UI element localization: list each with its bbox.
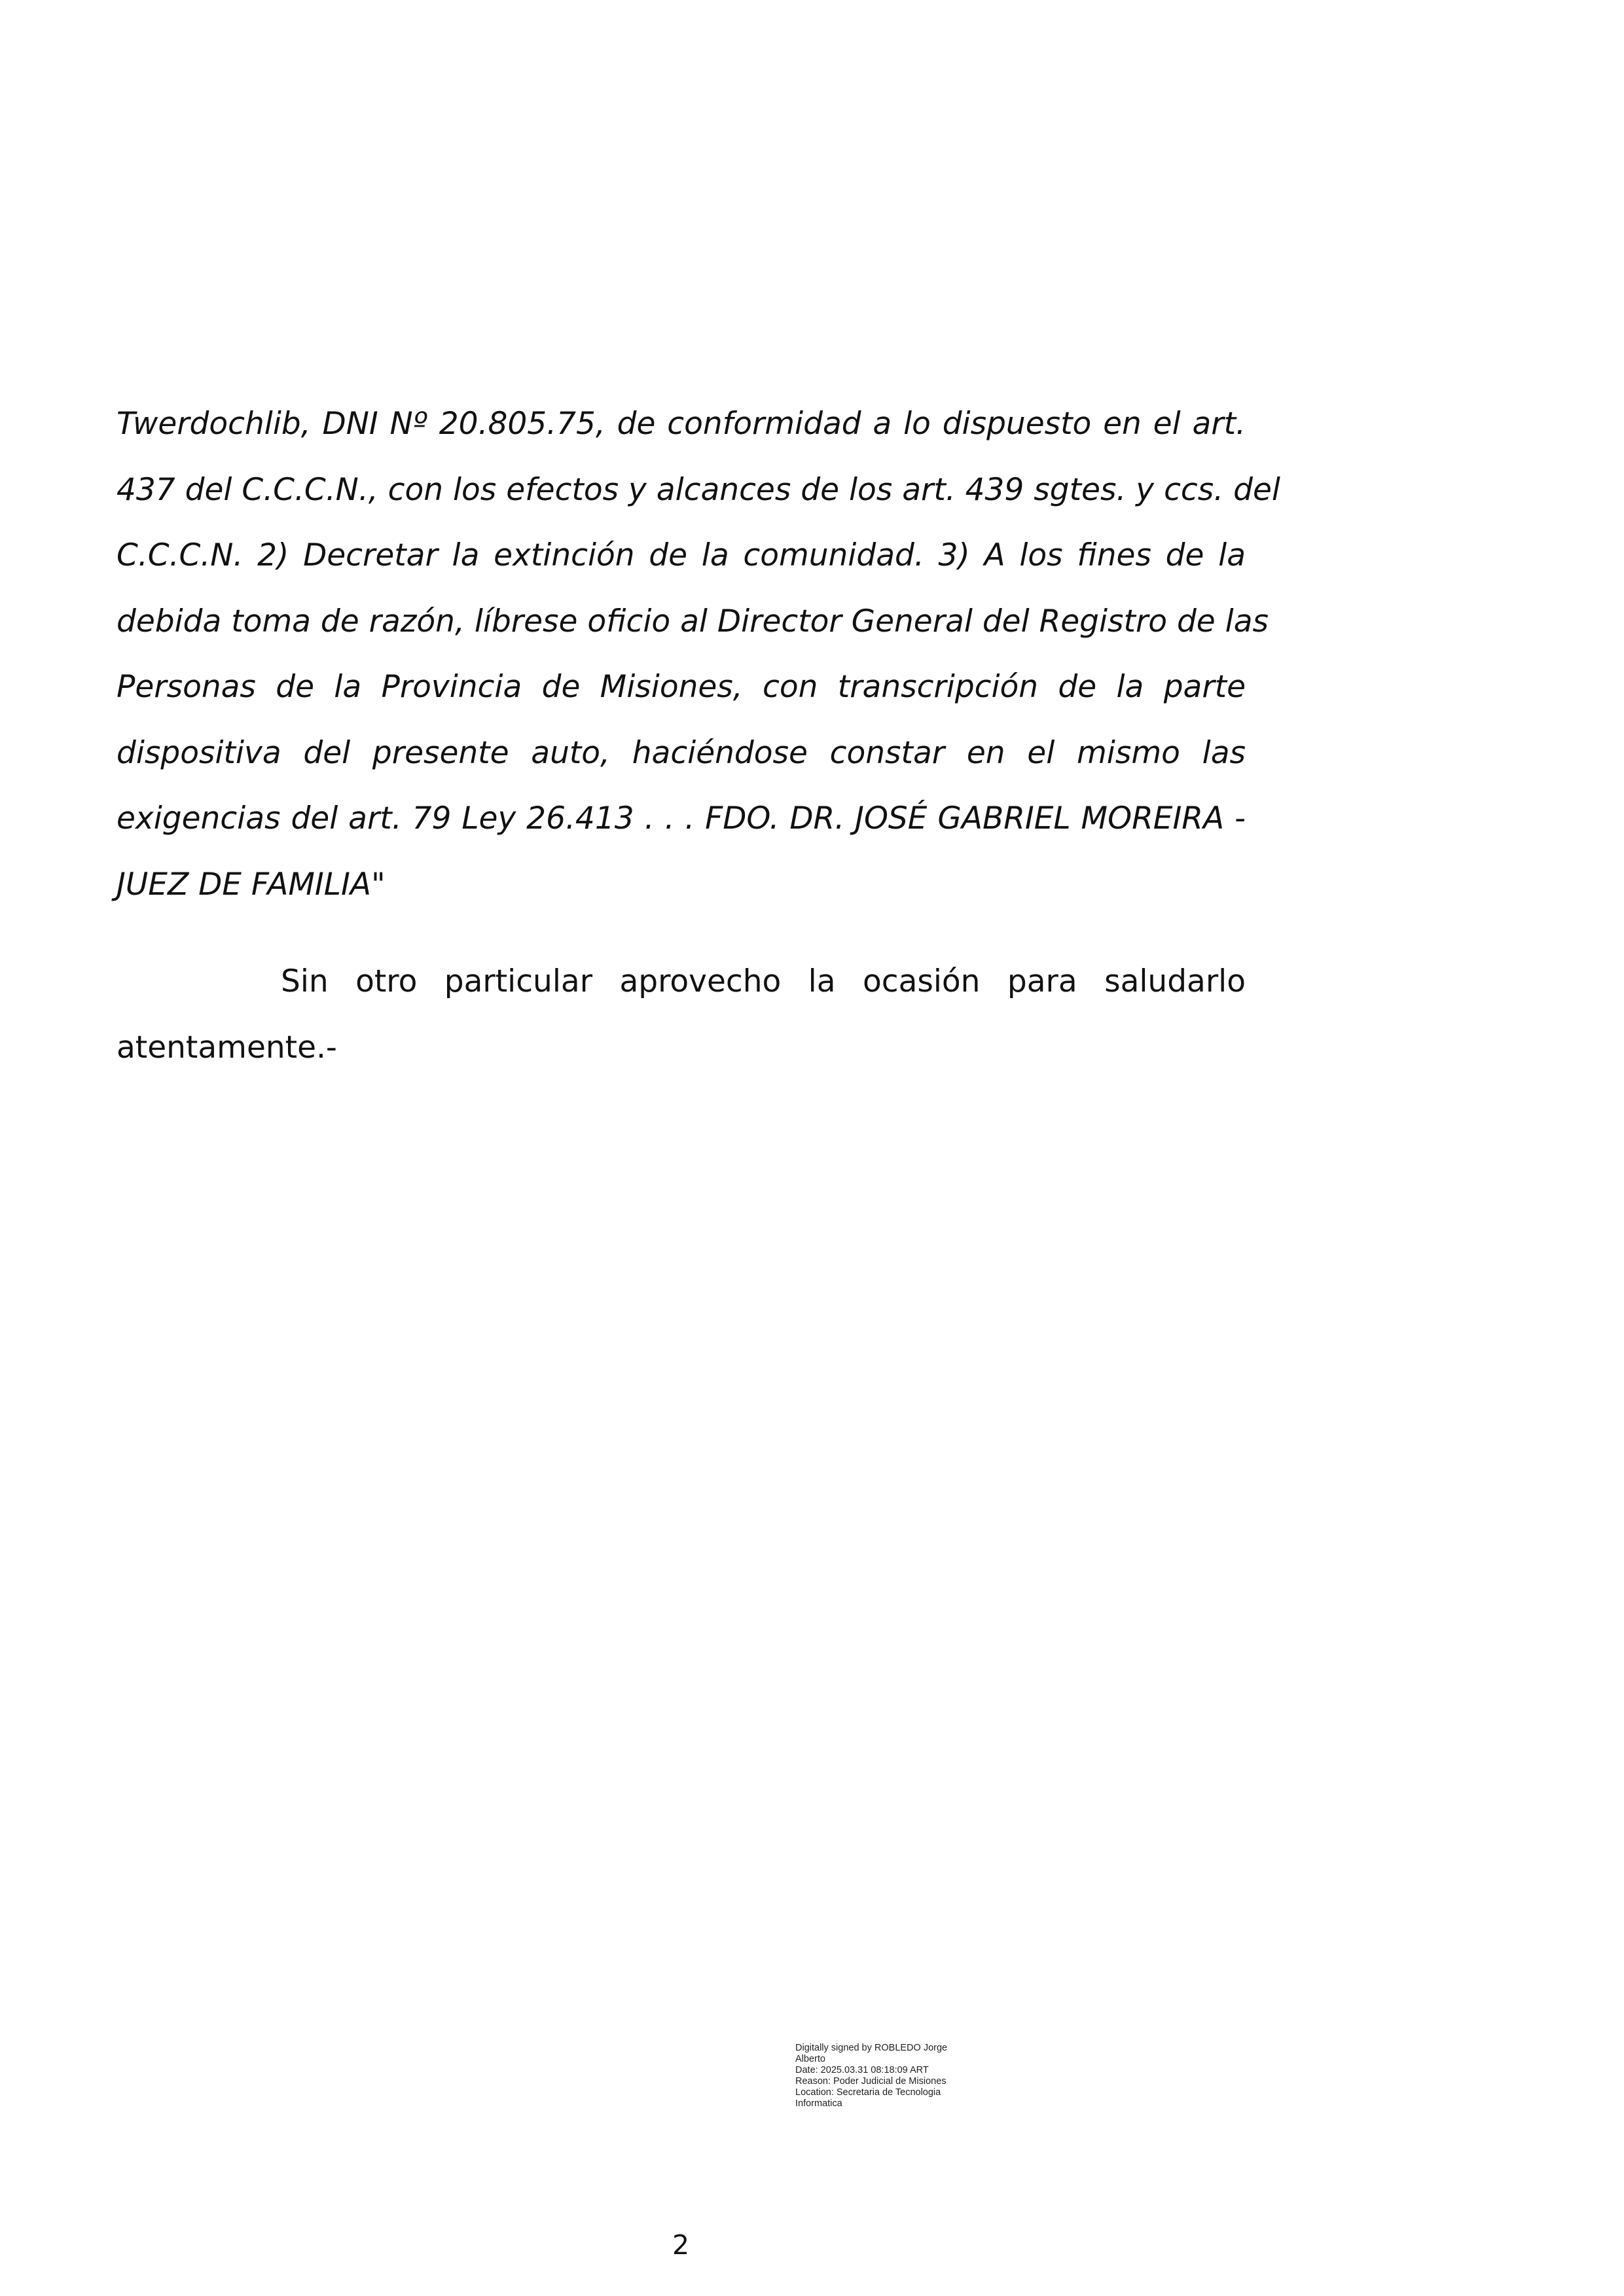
quote-line: 437 del C.C.C.N., con los efectos y alcances de los art. 439 sgtes. y ccs. del — [117, 471, 1280, 508]
quote-line: C.C.C.N. 2) Decretar la extinción de la comunidad. 3) A los fines de la — [117, 537, 1246, 573]
page-number: 2 — [672, 2229, 690, 2261]
quote-last-text: JUEZ DE FAMILIA — [117, 866, 371, 903]
signature-line: Digitally signed by ROBLEDO Jorge — [795, 2043, 948, 2053]
quote-line: exigencias del art. 79 Ley 26.413 . . . FDO. DR. JOSÉ GABRIEL MOREIRA - — [117, 800, 1246, 836]
quoted-resolution — [117, 391, 1280, 918]
quote-line: Personas de la Provincia de Misiones, con transcripción de la parte — [117, 669, 1246, 705]
quote-line: Twerdochlib, DNI Nº 20.805.75, de conformidad a lo dispuesto en el art. — [117, 406, 1246, 442]
quote-line: dispositiva del presente auto, haciéndose constar en el mismo las — [117, 734, 1246, 771]
quote-last-line — [117, 852, 1246, 918]
quote-line: debida toma de razón, líbrese oficio al Director General del Registro de las — [117, 603, 1269, 639]
signature-line: Date: 2025.03.31 08:18:09 ART — [795, 2065, 929, 2075]
quote-close-mark: " — [370, 866, 386, 903]
signature-line: Informatica — [795, 2098, 842, 2109]
signature-line: Alberto — [795, 2054, 825, 2064]
closing-line: atentamente.- — [117, 1029, 337, 1066]
digital-signature-stamp — [795, 2043, 992, 2109]
signature-line: Location: Secretaria de Tecnologia — [795, 2087, 941, 2098]
closing-paragraph — [117, 949, 1246, 1081]
closing-line: Sin otro particular aprovecho la ocasión para saludarlo — [281, 963, 1246, 999]
signature-line: Reason: Poder Judicial de Misiones — [795, 2076, 947, 2087]
